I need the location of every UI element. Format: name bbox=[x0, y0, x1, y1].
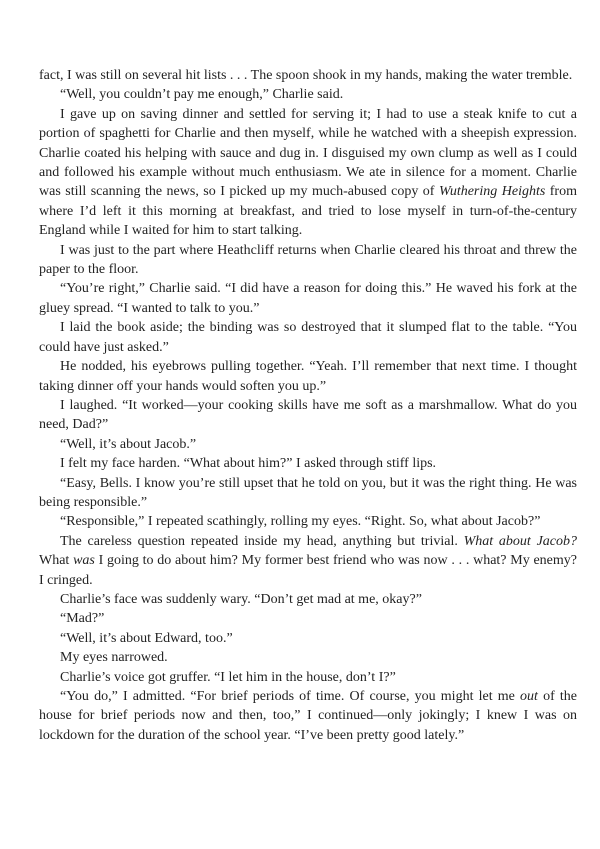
paragraph bbox=[39, 629, 577, 648]
italic-text-run: What about Jacob? bbox=[463, 533, 577, 549]
text-run: My eyes narrowed. bbox=[60, 650, 168, 666]
paragraph bbox=[39, 241, 577, 280]
paragraph bbox=[39, 357, 577, 396]
paragraph bbox=[39, 279, 577, 318]
text-run: “Responsible,” I repeated scathingly, rolling my eyes. “Right. So, what about Jacob?” bbox=[60, 514, 541, 530]
text-run: I gave up on saving dinner and settled for serving it; I had to use a steak knife to cut a portion of spaghetti for Charlie and then myself, while he watched with a sheepish expression. Charlie coated his helping with sauce and dug in. I disguised my own clump as well as I could and followed his example without much enthusiasm. We ate in silence for a moment. Charlie was still scanning the news, so I picked up my much-abused copy of bbox=[39, 106, 577, 200]
text-run: “You do,” I admitted. “For brief periods of time. Of course, you might let me bbox=[60, 689, 521, 704]
text-run: I laid the book aside; the binding was so destroyed that it slumped flat to the table. “You could have just asked.” bbox=[39, 320, 577, 355]
text-run: from where I’d left it this morning at breakfast, and tried to lose myself in turn-of-the-century England while I waited for him to start talking. bbox=[39, 184, 577, 239]
paragraph bbox=[39, 396, 577, 435]
book-text bbox=[39, 66, 577, 745]
text-run: Charlie’s voice got gruffer. “I let him in the house, don’t I?” bbox=[60, 669, 396, 685]
text-run: “Well, it’s about Jacob.” bbox=[60, 436, 197, 452]
paragraph bbox=[39, 532, 577, 590]
text-run: of the house for brief periods now and then, too,” I continued—only jokingly; I knew I was on lockdown for the duration of the school year. “I’ve been pretty good lately.” bbox=[39, 689, 577, 743]
text-run: What bbox=[39, 553, 74, 569]
text-run: The careless question repeated inside my head, anything but trivial. bbox=[60, 533, 464, 549]
paragraph bbox=[39, 687, 577, 745]
text-run: fact, I was still on several hit lists . . . The spoon shook in my hands, making the water tremble. bbox=[39, 68, 573, 83]
text-run: “Well, it’s about Edward, too.” bbox=[60, 630, 233, 646]
text-run: I laughed. “It worked—your cooking skills have me soft as a marshmallow. What do you need, Dad?” bbox=[39, 397, 577, 433]
italic-text-run: was bbox=[73, 553, 95, 569]
paragraph bbox=[39, 474, 577, 513]
text-run: I was just to the part where Heathcliff returns when Charlie cleared his throat and threw the paper to the floor. bbox=[39, 242, 577, 278]
paragraph bbox=[39, 318, 577, 357]
italic-text-run: out bbox=[520, 689, 538, 704]
text-run: I going to do about him? My former best friend who was now . . . what? My enemy? I cringed. bbox=[39, 553, 577, 588]
paragraph bbox=[39, 668, 577, 687]
paragraph bbox=[39, 648, 577, 667]
text-run: “You’re right,” Charlie said. “I did have a reason for doing this.” He waved his fork at the gluey spread. “I wanted to talk to you.” bbox=[39, 281, 577, 316]
text-run: “Easy, Bells. I know you’re still upset that he told on you, but it was the right thing. He was being responsible.” bbox=[39, 475, 577, 510]
paragraph bbox=[39, 66, 577, 85]
italic-text-run: Wuthering Heights bbox=[438, 184, 546, 200]
paragraph bbox=[39, 512, 577, 531]
text-run: “Well, you couldn’t pay me enough,” Charlie said. bbox=[60, 87, 344, 103]
paragraph bbox=[39, 85, 577, 104]
text-run: I felt my face harden. “What about him?” I asked through stiff lips. bbox=[60, 456, 437, 472]
paragraph bbox=[39, 105, 577, 241]
text-run: He nodded, his eyebrows pulling together. “Yeah. I’ll remember that next time. I thought taking dinner off your hands would soften you up.” bbox=[39, 359, 577, 394]
text-run: “Mad?” bbox=[60, 611, 105, 627]
paragraph bbox=[39, 435, 577, 454]
paragraph bbox=[39, 454, 577, 473]
paragraph bbox=[39, 609, 577, 628]
text-run: Charlie’s face was suddenly wary. “Don’t get mad at me, okay?” bbox=[60, 591, 422, 607]
paragraph bbox=[39, 590, 577, 609]
